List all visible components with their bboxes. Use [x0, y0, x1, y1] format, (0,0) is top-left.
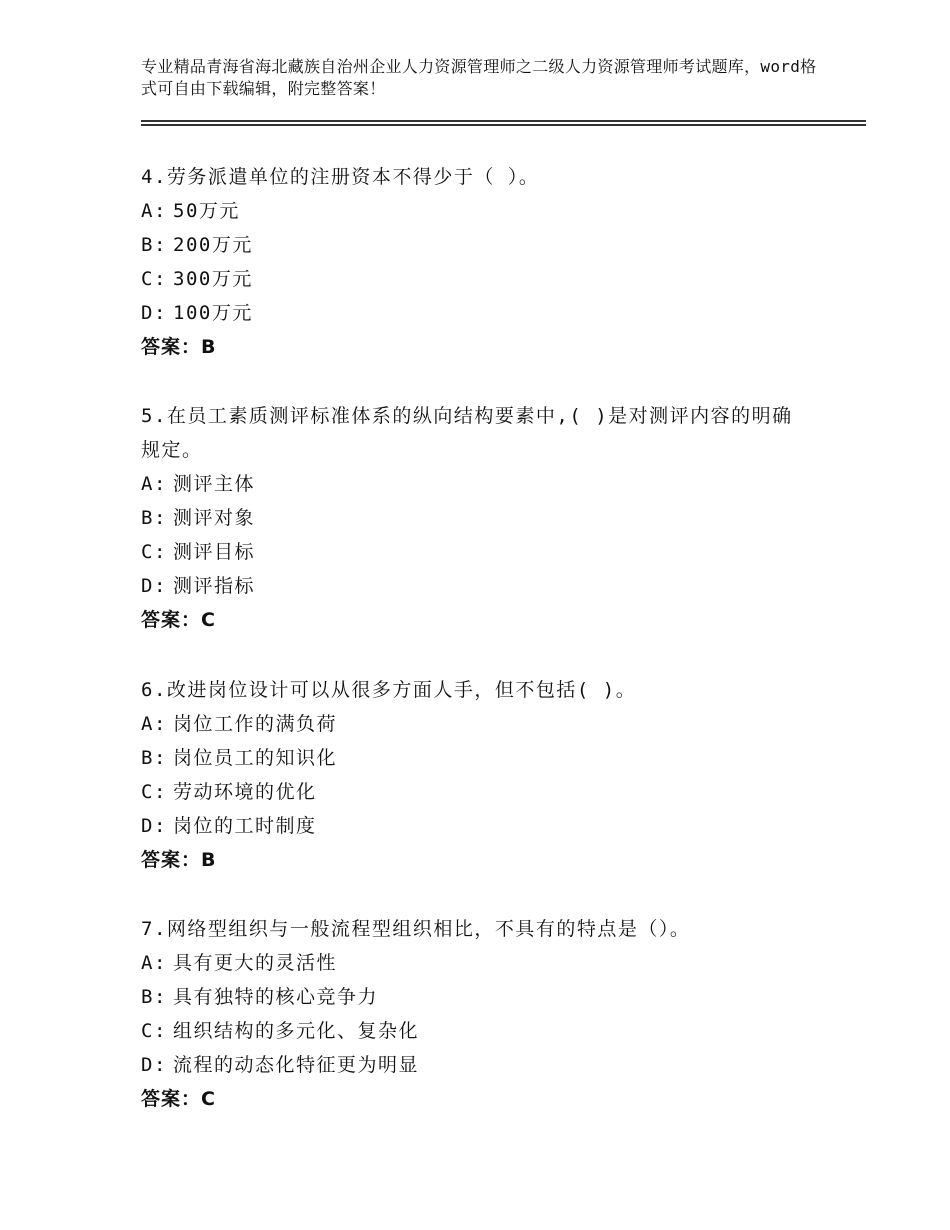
option-letter: D: [141, 302, 167, 324]
option-text: 测评目标 [173, 541, 256, 563]
question-text: 6.改进岗位设计可以从很多方面人手，但不包括( )。 [141, 679, 637, 701]
option-b [141, 501, 801, 535]
option-d [141, 809, 841, 843]
option-letter: C: [141, 541, 167, 563]
option-c [141, 535, 801, 569]
option-text: 具有独特的核心竞争力 [173, 986, 379, 1008]
option-text: 劳动环境的优化 [173, 781, 317, 803]
option-text: 岗位工作的满负荷 [173, 713, 338, 735]
option-letter: A: [141, 200, 167, 222]
option-text: 50万元 [173, 200, 240, 222]
question-text: 7.网络型组织与一般流程型组织相比，不具有的特点是（）。 [141, 918, 691, 940]
option-a [141, 467, 801, 501]
option-text: 流程的动态化特征更为明显 [173, 1054, 420, 1076]
question-6 [141, 673, 841, 877]
option-text: 100万元 [173, 302, 253, 324]
option-letter: D: [141, 1054, 167, 1076]
option-text: 具有更大的灵活性 [173, 952, 338, 974]
option-b [141, 980, 841, 1014]
option-d [141, 296, 841, 330]
option-a [141, 194, 841, 228]
option-letter: D: [141, 815, 167, 837]
header-divider [141, 120, 866, 126]
question-5 [141, 399, 801, 637]
option-letter: B: [141, 747, 167, 769]
option-a [141, 707, 841, 741]
option-b [141, 228, 841, 262]
option-text: 组织结构的多元化、复杂化 [173, 1020, 420, 1042]
document-header: 专业精品青海省海北藏族自治州企业人力资源管理师之二级人力资源管理师考试题库，word格式可自由下载编辑，附完整答案！ [141, 57, 817, 98]
option-text: 200万元 [173, 234, 253, 256]
option-text: 岗位员工的知识化 [173, 747, 338, 769]
answer-label: 答案：C [141, 609, 216, 631]
question-7 [141, 912, 841, 1116]
option-letter: A: [141, 473, 167, 495]
option-d [141, 1048, 841, 1082]
option-c [141, 262, 841, 296]
option-letter: A: [141, 952, 167, 974]
option-b [141, 741, 841, 775]
answer-label: 答案：B [141, 336, 217, 358]
option-text: 测评主体 [173, 473, 256, 495]
answer-label: 答案：B [141, 849, 217, 871]
option-c [141, 775, 841, 809]
option-letter: C: [141, 268, 167, 290]
option-text: 测评对象 [173, 507, 256, 529]
question-text: 4.劳务派遣单位的注册资本不得少于（ ）。 [141, 166, 540, 188]
option-letter: C: [141, 781, 167, 803]
option-letter: C: [141, 1020, 167, 1042]
option-text: 300万元 [173, 268, 253, 290]
option-letter: B: [141, 234, 167, 256]
option-letter: A: [141, 713, 167, 735]
answer-label: 答案：C [141, 1088, 216, 1110]
option-c [141, 1014, 841, 1048]
option-text: 岗位的工时制度 [173, 815, 317, 837]
option-a [141, 946, 841, 980]
option-letter: B: [141, 507, 167, 529]
option-d [141, 569, 801, 603]
question-4 [141, 160, 841, 364]
option-text: 测评指标 [173, 575, 256, 597]
question-text: 5.在员工素质测评标准体系的纵向结构要素中,( )是对测评内容的明确规定。 [141, 405, 793, 461]
option-letter: B: [141, 986, 167, 1008]
option-letter: D: [141, 575, 167, 597]
